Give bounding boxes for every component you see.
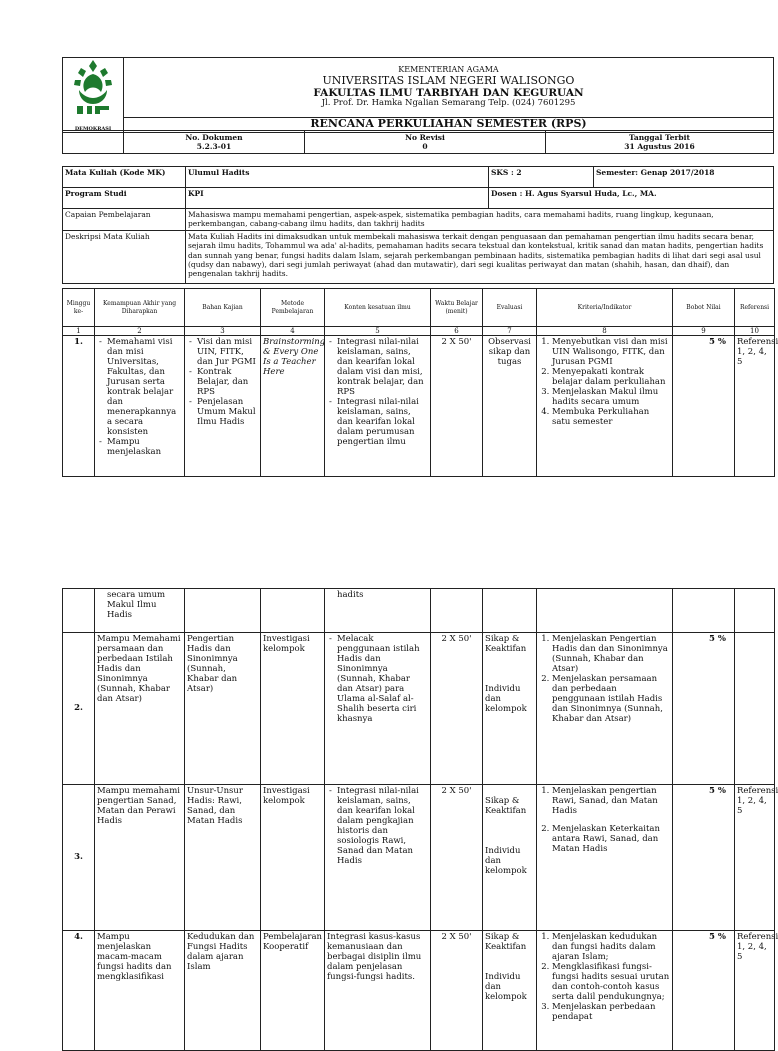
week-number: 2. bbox=[63, 633, 95, 785]
kemampuan-cell: Mampu Memahami persamaan dan perbedaan Istilah Hadis dan Sinonimnya (Sunnah, Khabar dan Atsar) bbox=[95, 633, 185, 785]
rps-table bbox=[62, 288, 778, 477]
kemampuan-cell: secara umum Makul Ilmu Hadis bbox=[95, 589, 185, 633]
col-header-ref: Referensi bbox=[735, 289, 775, 327]
ref-cell: Referensi 1, 2, 4, 5 bbox=[735, 931, 775, 1051]
ref-cell bbox=[735, 633, 775, 785]
kriteria-item: 2. Menjelaskan Keterkaitan antara Rawi, Sanad, dan Matan Hadis bbox=[552, 824, 670, 854]
bahan-cell: Pengertian Hadis dan Sinonimnya (Sunnah, Khabar dan Atsar) bbox=[185, 633, 261, 785]
waktu-cell: 2 X 50' bbox=[431, 931, 483, 1051]
table-row bbox=[63, 931, 775, 1051]
evaluasi-sikap: Sikap & Keaktifan bbox=[485, 796, 527, 817]
document-header bbox=[62, 57, 774, 133]
deskripsi-label: Deskripsi Mata Kuliah bbox=[63, 230, 186, 283]
table-row bbox=[63, 336, 775, 477]
col-header-kriteria: Kriteria/Indikator bbox=[537, 289, 673, 327]
col-number: 1 bbox=[63, 327, 95, 336]
col-number: 5 bbox=[325, 327, 431, 336]
evaluasi-sikap: Sikap & Keaktifan bbox=[485, 634, 527, 655]
konten-cell: Integrasi kasus-kasus kemanusiaan dan berbagai disiplin ilmu dalam penjelasan fungsi-fungsi hadits. bbox=[325, 931, 431, 1051]
evaluasi-cell bbox=[483, 931, 537, 1051]
col-header-week: Minggu ke- bbox=[63, 289, 95, 327]
kriteria-cell bbox=[537, 931, 673, 1051]
bahan-item: - Kontrak Belajar, dan RPS bbox=[197, 367, 258, 397]
revision-number: 0 bbox=[422, 142, 428, 151]
faculty-name: FAKULTAS ILMU TARBIYAH DAN KEGURUAN bbox=[313, 87, 584, 100]
evaluasi-individu: Individu dan kelompok bbox=[485, 684, 527, 715]
col-number: 8 bbox=[537, 327, 673, 336]
lecturer: Dosen : H. Agus Syarsul Huda, Lc., MA. bbox=[489, 188, 774, 209]
col-header-metode: Metode Pembelajaran bbox=[261, 289, 325, 327]
konten-cell bbox=[325, 336, 431, 477]
table-row bbox=[63, 785, 775, 931]
col-number: 6 bbox=[431, 327, 483, 336]
week-number: 4. bbox=[63, 931, 95, 1051]
kriteria-item: 1. Menyebutkan visi dan misi UIN Walisongo, FITK, dan Jurusan PGMI bbox=[552, 337, 670, 367]
konten-cell bbox=[325, 785, 431, 931]
bobot-cell: 5 % bbox=[673, 336, 735, 477]
week-number: 3. bbox=[63, 785, 95, 931]
kriteria-cell bbox=[537, 336, 673, 477]
konten-cell bbox=[325, 633, 431, 785]
bahan-cell: Kedudukan dan Fungsi Hadits dalam ajaran Islam bbox=[185, 931, 261, 1051]
table-row bbox=[63, 633, 775, 785]
metode-cell: Pembelajaran Kooperatif bbox=[261, 931, 325, 1051]
table-row bbox=[63, 589, 775, 633]
evaluasi-cell: Observasi sikap dan tugas bbox=[483, 336, 537, 477]
bahan-item: - Visi dan misi UIN, FITK, dan Jur PGMI bbox=[197, 337, 258, 367]
kriteria-item: 1. Menjelaskan kedudukan dan fungsi hadits dalam ajaran Islam; bbox=[552, 932, 670, 962]
col-header-bahan: Bahan Kajian bbox=[185, 289, 261, 327]
course-name: Ulumul Hadits bbox=[186, 167, 489, 188]
col-number: 10 bbox=[735, 327, 775, 336]
waktu-cell: 2 X 50' bbox=[431, 785, 483, 931]
col-header-kemampuan: Kemampuan Akhir yang Diharapkan bbox=[95, 289, 185, 327]
bobot-cell: 5 % bbox=[673, 931, 735, 1051]
konten-cell: hadits bbox=[325, 589, 431, 633]
col-number: 4 bbox=[261, 327, 325, 336]
metode-cell: Investigasi kelompok bbox=[261, 633, 325, 785]
bobot-cell: 5 % bbox=[673, 633, 735, 785]
institution-block bbox=[124, 58, 774, 118]
kriteria-item: 2. Mengklasifikasi fungsi-fungsi hadits sesuai urutan dan contoh-contoh kasus serta dalil pendukungnya; bbox=[552, 962, 670, 1002]
bahan-item: - Penjelasan Umum Makul Ilmu Hadis bbox=[197, 397, 258, 427]
capaian-label: Capaian Pembelajaran bbox=[63, 209, 186, 231]
bobot-cell: 5 % bbox=[673, 785, 735, 931]
doc-number-cell bbox=[124, 131, 305, 154]
kemampuan-cell: Mampu memahami pengertian Sanad, Matan dan Perawi Hadis bbox=[95, 785, 185, 931]
evaluasi-sikap: Sikap & Keaktifan bbox=[485, 932, 527, 953]
issue-date: 31 Agustus 2016 bbox=[624, 142, 695, 151]
kriteria-item: 4. Membuka Perkuliahan satu semester bbox=[552, 407, 670, 427]
kemampuan-cell: Mampu menjelaskan macam-macam fungsi hadits dan mengklasifikasi bbox=[95, 931, 185, 1051]
prodi-label: Program Studi bbox=[63, 188, 186, 209]
col-number: 9 bbox=[673, 327, 735, 336]
bahan-cell: Unsur-Unsur Hadis: Rawi, Sanad, dan Matan Hadis bbox=[185, 785, 261, 931]
revision-label: No Revisi bbox=[405, 133, 445, 142]
ref-cell: Referensi 1, 2, 4, 5 bbox=[735, 336, 775, 477]
waktu-cell: 2 X 50' bbox=[431, 633, 483, 785]
sks: SKS : 2 bbox=[489, 167, 594, 188]
evaluasi-individu: Individu dan kelompok bbox=[485, 972, 527, 1003]
ref-cell: Referensi 1, 2, 4, 5 bbox=[735, 785, 775, 931]
kriteria-cell bbox=[537, 633, 673, 785]
issue-date-cell bbox=[546, 131, 774, 154]
address: Jl. Prof. Dr. Hamka Ngalian Semarang Telp. (024) 7601295 bbox=[321, 98, 576, 109]
col-number: 2 bbox=[95, 327, 185, 336]
university-logo bbox=[63, 58, 124, 133]
revision-cell bbox=[305, 131, 546, 154]
col-header-konten: Konten kesatuan ilmu bbox=[325, 289, 431, 327]
doc-number: 5.2.3-01 bbox=[196, 142, 232, 151]
kriteria-item: 2. Menyepakati kontrak belajar dalam perkuliahan bbox=[552, 367, 670, 387]
kriteria-item: 1. Menjelaskan pengertian Rawi, Sanad, dan Matan Hadis bbox=[552, 786, 670, 816]
kemampuan-item: - Memahami visi dan misi Universitas, Fakultas, dan Jurusan serta kontrak belajar dan menerapkannya a secara konsisten bbox=[107, 337, 182, 437]
waktu-cell: 2 X 50' bbox=[431, 336, 483, 477]
kemampuan-cell bbox=[95, 336, 185, 477]
table-header-row bbox=[63, 289, 775, 327]
course-info bbox=[62, 166, 774, 284]
capaian: Mahasiswa mampu memahami pengertian, aspek-aspek, sistematika pembagian hadits, cara memahami hadits, ruang lingkup, kegunaan, perkembangan, cabang-cabang ilmu hadits, dan takhrij hadits bbox=[186, 209, 774, 231]
kriteria-item: 3. Menjelaskan perbedaan pendapat bbox=[552, 1002, 670, 1022]
document-title: RENCANA PERKULIAHAN SEMESTER (RPS) bbox=[124, 117, 774, 132]
kriteria-item: 1. Menjelaskan Pengertian Hadis dan dan Sinonimnya (Sunnah, Khabar dan Atsar) bbox=[552, 634, 670, 674]
konten-item: - Integrasi nilai-nilai keislaman, sains, dan kearifan lokal dalam visi dan misi, kontrak belajar, dan RPS bbox=[337, 337, 428, 397]
kriteria-item: 2. Menjelaskan persamaan dan perbedaan penggunaan istilah Hadis dan Sinonimnya (Sunnah, Khabar dan Atsar) bbox=[552, 674, 670, 724]
prodi: KPI bbox=[186, 188, 489, 209]
evaluasi-cell bbox=[483, 785, 537, 931]
konten-item: - Integrasi nilai-nilai keislaman, sains, dan kearifan lokal dalam perumusan pengertian ilmu bbox=[337, 397, 428, 447]
konten-item: - Integrasi nilai-nilai keislaman, sains, dan kearifan lokal dalam pengkajian historis dan sosiologis Rawi, Sanad dan Matan Hadis bbox=[337, 786, 428, 866]
uin-walisongo-logo-icon bbox=[67, 58, 119, 122]
university-name: UNIVERSITAS ISLAM NEGERI WALISONGO bbox=[322, 73, 575, 87]
logo-caption: DEMOKRASI bbox=[74, 126, 112, 132]
kriteria-cell bbox=[537, 785, 673, 931]
document-meta bbox=[62, 130, 774, 154]
kriteria-item: 3. Menjelaskan Makul ilmu hadits secara umum bbox=[552, 387, 670, 407]
doc-number-label: No. Dokumen bbox=[185, 133, 243, 142]
ministry-name: KEMENTERIAN AGAMA bbox=[398, 65, 499, 75]
metode-cell: Brainstorming & Every One Is a Teacher Here bbox=[261, 336, 325, 477]
rps-table-continued bbox=[62, 588, 778, 1051]
col-number: 7 bbox=[483, 327, 537, 336]
course-label: Mata Kuliah (Kode MK) bbox=[63, 167, 186, 188]
bahan-cell bbox=[185, 336, 261, 477]
week-number: 1. bbox=[63, 336, 95, 477]
evaluasi-cell bbox=[483, 633, 537, 785]
metode-cell: Investigasi kelompok bbox=[261, 785, 325, 931]
semester: Semester: Genap 2017/2018 bbox=[594, 167, 774, 188]
issue-date-label: Tanggal Terbit bbox=[629, 133, 690, 142]
col-header-bobot: Bobot Nilai bbox=[673, 289, 735, 327]
konten-item: - Melacak penggunaan istilah Hadis dan Sinonimnya (Sunnah, Khabar dan Atsar) para Ulama al-Salaf al-Shalih beserta ciri khasnya bbox=[337, 634, 428, 724]
col-number: 3 bbox=[185, 327, 261, 336]
column-number-row bbox=[63, 327, 775, 336]
evaluasi-individu: Individu dan kelompok bbox=[485, 846, 527, 877]
col-header-waktu: Waktu Belajar (menit) bbox=[431, 289, 483, 327]
kemampuan-item: - Mampu menjelaskan bbox=[107, 437, 182, 457]
col-header-evaluasi: Evaluasi bbox=[483, 289, 537, 327]
deskripsi: Mata Kuliah Hadits ini dimaksudkan untuk membekali mahasiswa terkait dengan penguasaan dan pemahaman pengertian ilmu hadits secara benar, sejarah ilmu hadits, Tohammul wa ada' al-hadits, pemahaman hadits secara tekstual dan kontekstual, kritik sanad dan matan hadits, pengertian hadits dan sunnah yang benar, fungsi hadits dalam Islam, sejarah perkembangan pembinaan hadits, sistematika pembagian hadits di lihat dari segi asal usul (qudsy dan nabawy), dari segi jumlah periwayat (ahad dan mutawatir), dari segi kualitas periwayat dan matan (shahih, hasan, dan dhaif), dan pengenalan takhrij hadits. bbox=[186, 230, 774, 283]
